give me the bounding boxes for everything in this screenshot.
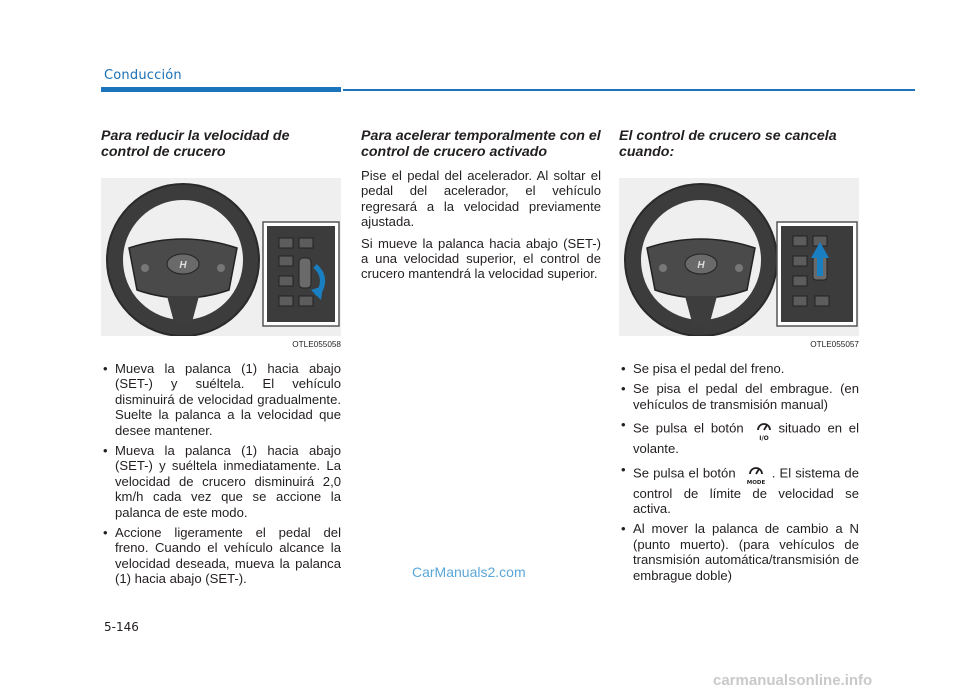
figure-code: OTLE055057 <box>810 340 859 349</box>
header-rule-thin <box>343 89 915 91</box>
list-item: • Mueva la palanca (1) hacia abajo (SET-) y suéltela inmediatamente. La velocidad de crucero disminuirá 2,0 km/h cada vez que se accione la palanca de este modo. <box>103 443 341 520</box>
column-title: Para reducir la velocidad de control de crucero <box>101 128 290 160</box>
watermark-text: CarManuals2.com <box>412 564 526 580</box>
steering-wheel-figure-cancel <box>619 178 859 336</box>
svg-text:H: H <box>697 260 705 271</box>
footer-watermark: carmanualsonline.info <box>713 672 873 689</box>
column-accelerate <box>361 128 601 288</box>
column-cancel <box>619 128 859 588</box>
list-item: • Se pisa el pedal del embrague. (en vehículos de transmisión manual) <box>621 381 859 412</box>
page-number: 5-146 <box>104 620 139 634</box>
figure-code: OTLE055058 <box>292 340 341 349</box>
column-reduce-speed <box>101 128 341 592</box>
bullet-list <box>619 361 859 583</box>
cruise-mode-icon <box>743 462 769 486</box>
list-item: • Se pulsa el botón I/O situado en el volante. <box>621 417 859 457</box>
column-title: El control de crucero se cancela cuando: <box>619 128 837 160</box>
header-rule-thick <box>101 87 341 92</box>
steering-wheel-illustration <box>619 178 859 336</box>
list-item: • Accione ligeramente el pedal del freno. Cuando el vehículo alcance la velocidad deseada, mueva la palanca (1) hacia abajo (SET-). <box>103 525 341 587</box>
list-item: • Se pulsa el botón MODE . El sistema de control de límite de velocidad se activa. <box>621 461 859 517</box>
svg-text:H: H <box>179 260 187 271</box>
column-title: Para acelerar temporalmente con el control de crucero activado <box>361 128 601 160</box>
list-item: • Mueva la palanca (1) hacia abajo (SET-) y suéltela. El vehículo disminuirá de velocidad gradualmente. Suelte la palanca a la velocidad que desee mantener. <box>103 361 341 438</box>
cruise-onoff-icon <box>753 417 775 441</box>
list-item: • Al mover la palanca de cambio a N (punto muerto). (para vehículos de transmisión automática/transmisión de embrague doble) <box>621 521 859 583</box>
steering-wheel-illustration <box>101 178 341 336</box>
svg-text:MODE: MODE <box>746 479 765 486</box>
section-header-label: Conducción <box>104 68 182 83</box>
steering-wheel-figure-down <box>101 178 341 336</box>
svg-text:I/O: I/O <box>759 435 770 442</box>
bullet-list <box>101 361 341 587</box>
paragraph: Si mueve la palanca hacia abajo (SET-) a una velocidad superior, el control de crucero mantendrá la velocidad superior. <box>361 235 601 282</box>
paragraph: Pise el pedal del acelerador. Al soltar el pedal del acelerador, el vehículo regresará a la velocidad previamente ajustada. <box>361 168 601 230</box>
list-item: • Se pisa el pedal del freno. <box>621 361 785 376</box>
